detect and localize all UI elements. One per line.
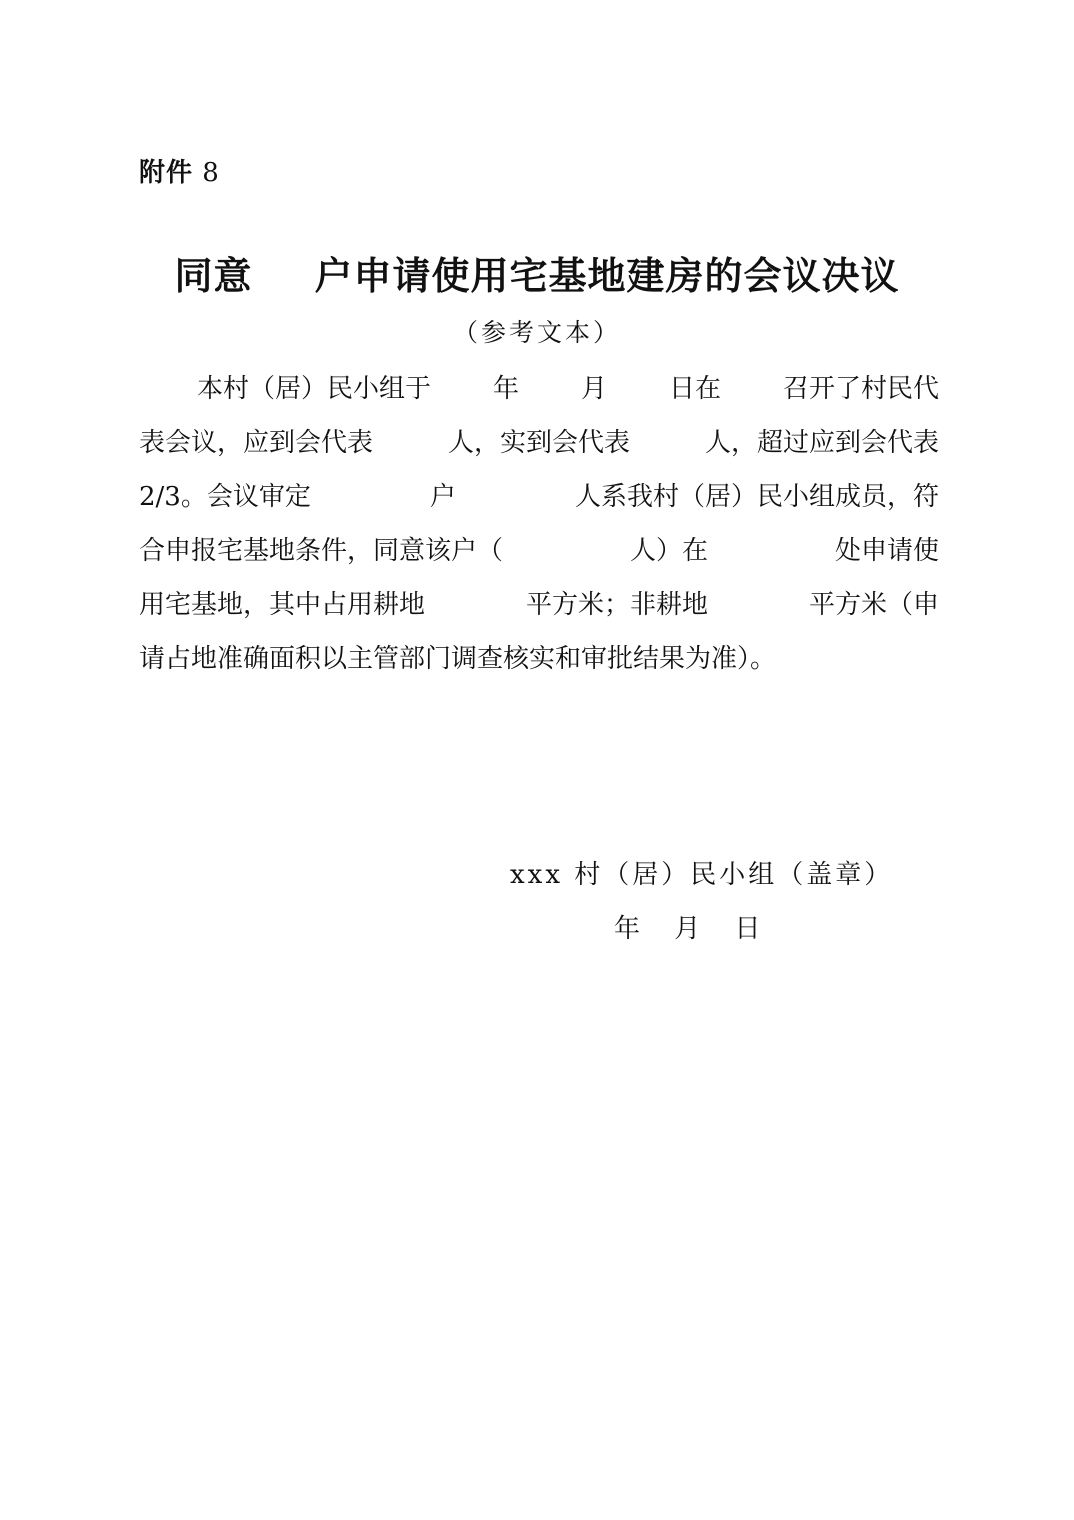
- body-line-3-seg-1: 2/3。会议审定: [139, 482, 311, 512]
- body-line-2-seg-3: 人，超过应到会代表: [704, 428, 939, 458]
- body-line-2: [139, 426, 939, 460]
- body-line-2-seg-1: 表会议，应到会代表: [139, 428, 374, 458]
- body-line-4: [139, 534, 939, 568]
- body-line-4-seg-3: 处申请使: [834, 536, 939, 566]
- body-line-1-seg-1: 本村（居）民小组于: [197, 374, 432, 404]
- body-line-1-seg-5: 召开了村民代: [782, 374, 939, 404]
- signature-line: xxx 村（居）民小组（盖章）: [510, 860, 894, 890]
- document-title: [0, 250, 1074, 302]
- body-line-5: [139, 588, 939, 622]
- body-line-5-seg-1: 用宅基地，其中占用耕地: [139, 590, 426, 620]
- body-line-1-seg-2: 年: [492, 374, 519, 404]
- attachment-number: 8: [202, 158, 220, 188]
- signature-date: 年 月 日: [614, 914, 761, 944]
- title-part-2: 户申请使用宅基地建房的会议决议: [314, 254, 900, 298]
- body-line-4-seg-2: 人）在: [629, 536, 708, 566]
- body-line-1-seg-4: 日在: [668, 374, 721, 404]
- body-line-6: [139, 642, 939, 676]
- title-part-1: 同意: [174, 254, 253, 298]
- body-line-1-seg-3: 月: [580, 374, 607, 404]
- body-line-5-seg-2: 平方米；非耕地: [525, 590, 708, 620]
- body-line-1: [139, 372, 939, 406]
- body-line-4-seg-1: 合申报宅基地条件，同意该户（: [139, 536, 504, 566]
- body-line-6-text: 请占地准确面积以主管部门调查核实和审批结果为准）。: [139, 644, 777, 674]
- body-line-5-seg-3: 平方米（申: [808, 590, 939, 620]
- attachment-label: [139, 156, 220, 190]
- attachment-word: 附件: [139, 158, 194, 188]
- body-line-3: [139, 480, 939, 514]
- document-subtitle: （参考文本）: [452, 318, 621, 347]
- body-line-3-seg-2: 户: [429, 482, 456, 512]
- body-line-3-seg-3: 人系我村（居）民小组成员，符: [574, 482, 939, 512]
- body-line-2-seg-2: 人，实到会代表: [447, 428, 630, 458]
